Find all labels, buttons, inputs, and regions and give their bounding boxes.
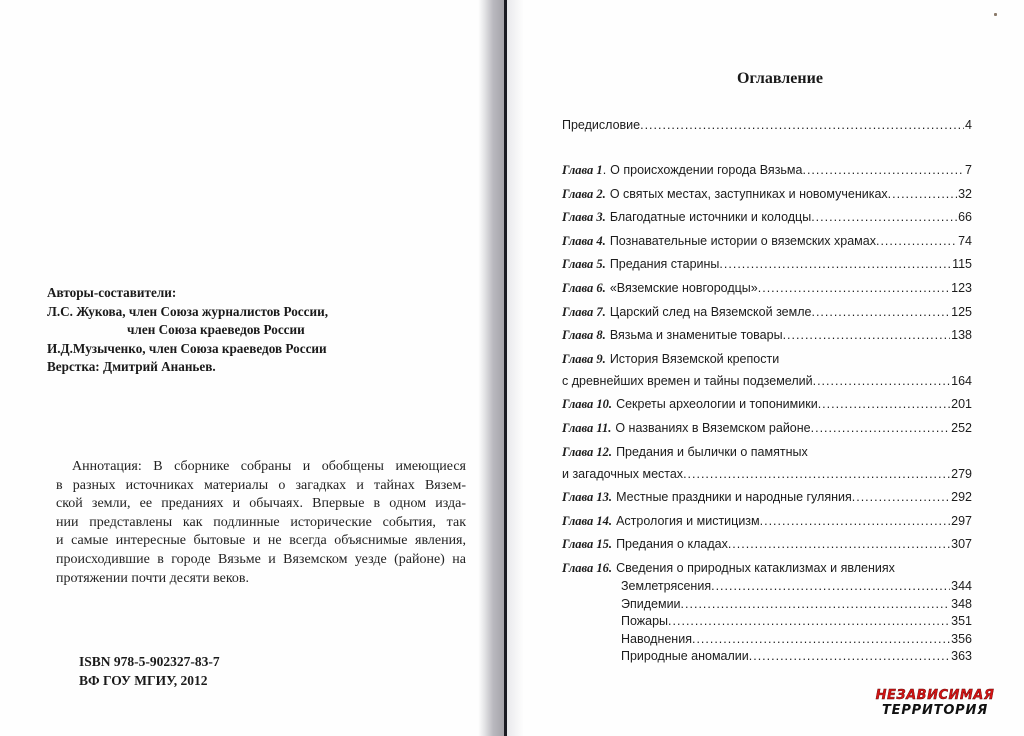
toc-entry-title: Местные праздники и народные гуляния: [616, 490, 852, 505]
toc-page-number: 7: [965, 163, 972, 177]
toc-entry-title: Эпидемии: [621, 596, 681, 611]
dot-leader: [811, 421, 951, 435]
toc-entry-title: Вязьма и знаменитые товары: [609, 328, 783, 343]
toc-page-number: 297: [951, 513, 972, 528]
toc-entry-title: Сведения о природных катаклизмах и явлениях: [616, 561, 895, 575]
dot-leader: [888, 187, 957, 201]
dot-leader: [719, 257, 951, 271]
dot-leader: [683, 467, 950, 481]
credits-line: член Союза краеведов России: [127, 322, 305, 337]
toc-page-number: 344: [951, 579, 972, 593]
isbn-number: ISBN 978-5-902327-83-7: [79, 654, 220, 669]
toc-entry-continuation: [562, 374, 972, 392]
toc-entry-chapter: [562, 397, 972, 415]
toc-entry-title: Предания старины: [609, 257, 720, 272]
chapter-label: Глава 9.: [562, 351, 606, 366]
authors-credits: [47, 284, 387, 377]
dot-leader: [760, 514, 951, 528]
toc-entry-chapter: [562, 490, 972, 508]
toc-page-number: 115: [952, 257, 972, 272]
annotation-line: происходившие в городе Вязьме и Вяземском уезде (районе) на: [56, 551, 466, 567]
toc-entry-title: Познавательные истории о вяземских храмах: [609, 233, 876, 248]
toc-page-number: 74: [958, 233, 972, 248]
toc-entry-title: О названиях в Вяземском районе: [615, 421, 811, 435]
dot-leader: [758, 281, 950, 295]
annotation-line: протяжении почти десяти веков.: [56, 570, 250, 586]
chapter-label: Глава 16.: [562, 561, 613, 575]
publisher-year: ВФ ГОУ МГИУ, 2012: [79, 673, 208, 688]
toc-page-number: 292: [951, 490, 972, 505]
toc-entry-chapter: [562, 352, 779, 370]
toc-entry-chapter: [562, 234, 972, 252]
credits-line: И.Д.Музыченко, член Союза краеведов России: [47, 340, 327, 356]
toc-entry-chapter: [562, 163, 972, 181]
toc-page-number: 356: [951, 631, 972, 646]
toc-page-number: 32: [958, 186, 972, 201]
toc-entry-chapter: [562, 305, 972, 323]
toc-entry-title: Наводнения: [621, 631, 692, 646]
dot-leader: [876, 234, 957, 248]
toc-page-number: 66: [958, 210, 972, 225]
chapter-label: Глава 4.: [562, 233, 606, 248]
dot-leader: [692, 632, 950, 646]
toc-entry-title: и загадочных местах: [562, 466, 684, 481]
chapter-label: Глава 5.: [562, 257, 606, 272]
toc-entry-chapter: [562, 257, 972, 275]
annotation-line: нии представлены как подлинные исторические события, так: [56, 514, 466, 530]
chapter-label: Глава 3.: [562, 210, 606, 225]
toc-page-number: 307: [951, 537, 972, 552]
toc-entry-chapter: [562, 187, 972, 205]
annotation-line: и самые интересные бытовые и не всегда объяснимые явления,: [56, 533, 466, 549]
toc-subsection: [621, 632, 972, 650]
toc-entry-chapter: [562, 445, 808, 463]
chapter-label: Глава 7.: [562, 304, 606, 319]
toc-entry-title: Предания о кладах: [616, 537, 728, 552]
toc-page-number: 351: [951, 614, 972, 628]
chapter-label: Глава 12.: [562, 444, 613, 459]
toc-page-number: 138: [951, 328, 972, 343]
toc-subsection: [621, 649, 972, 667]
toc-entry-chapter: [562, 514, 972, 532]
toc-entry-chapter: [562, 210, 972, 228]
dot-leader: [749, 649, 950, 663]
dot-leader: [811, 210, 957, 224]
gutter-fade: [507, 0, 523, 736]
toc-page-number: 164: [951, 373, 972, 388]
toc-entry-title: Пожары: [621, 614, 669, 628]
dot-leader: [783, 328, 951, 342]
toc-entry-chapter: [562, 281, 972, 299]
chapter-label: Глава 14.: [562, 513, 613, 528]
dot-leader: [811, 305, 950, 319]
toc-entry-chapter: [562, 537, 972, 555]
chapter-label: Глава 10.: [562, 397, 613, 412]
left-page: [0, 0, 490, 736]
toc-page-number: 348: [951, 596, 972, 611]
dot-leader: [852, 490, 950, 504]
toc-entry-title: Секреты археологии и топонимики: [616, 397, 818, 412]
toc-title: Оглавление: [737, 70, 823, 87]
toc-page-number: 363: [951, 649, 972, 663]
toc-entry-chapter: [562, 421, 972, 439]
chapter-label-separator: .: [602, 163, 607, 177]
toc-page-number: 4: [965, 118, 972, 132]
chapter-label: Глава 11.: [562, 421, 612, 435]
annotation-paragraph: [56, 458, 466, 588]
toc-entry-preface: [562, 118, 972, 136]
dot-leader: [818, 397, 950, 411]
annotation-line: в разных источниках материалы о загадках и тайнах Вязем-: [56, 477, 466, 493]
toc-entry-chapter: [562, 328, 972, 346]
toc-entry-title: О святых местах, заступниках и новомучениках: [609, 186, 888, 201]
dot-leader: [640, 118, 964, 132]
toc-entry-title: Природные аномалии: [621, 649, 749, 663]
watermark-line1: НЕЗАВИСИМАЯ: [875, 688, 995, 703]
toc-entry-continuation: [562, 467, 972, 485]
scan-speck: [994, 13, 997, 16]
credits-line: Л.С. Жукова, член Союза журналистов России,: [47, 303, 328, 319]
toc-subsection: [621, 597, 972, 615]
chapter-label: Глава 13.: [562, 490, 613, 505]
toc-entry-title: «Вяземские новгородцы»: [609, 281, 758, 295]
chapter-label: Глава 15.: [562, 537, 613, 552]
dot-leader: [813, 374, 951, 388]
imprint: [79, 652, 220, 690]
toc-entry-title: Благодатные источники и колодцы: [609, 210, 812, 225]
toc-entry-title: Предисловие: [562, 118, 641, 132]
dot-leader: [802, 163, 964, 177]
toc-entry-chapter: [562, 561, 895, 579]
toc-entry-title: Астрология и мистицизм: [616, 513, 760, 528]
toc-page-number: 279: [951, 466, 972, 481]
toc-subsection: [621, 579, 972, 597]
dot-leader: [728, 537, 950, 551]
toc-entry-title: История Вяземской крепости: [609, 351, 780, 366]
chapter-label: Глава 6.: [562, 281, 606, 295]
toc-page-number: 252: [951, 421, 972, 435]
annotation-line: Аннотация: В сборнике собраны и обобщены имеющиеся: [72, 459, 466, 474]
dot-leader: [681, 597, 951, 611]
toc-entry-title: с древнейших времен и тайны подземелий: [562, 373, 813, 388]
toc-entry-title: Землетрясения: [621, 579, 712, 593]
toc-page-number: 201: [951, 397, 972, 412]
credits-line: Верстка: Дмитрий Ананьев.: [47, 359, 216, 374]
credits-heading: Авторы-составители:: [47, 285, 177, 300]
dot-leader: [711, 579, 950, 593]
watermark-line2: ТЕРРИТОРИЯ: [881, 703, 989, 718]
chapter-label: Глава 1: [562, 163, 603, 177]
chapter-label: Глава 8.: [562, 328, 606, 343]
watermark-logo: [865, 688, 1005, 726]
toc-entry-title: Предания и былички о памятных: [616, 444, 808, 459]
chapter-label: Глава 2.: [562, 186, 606, 201]
toc-entry-title: Царский след на Вяземской земле: [609, 304, 812, 319]
annotation-line: ской земли, ее преданиях и обычаях. Впервые в одном изда-: [56, 496, 466, 512]
dot-leader: [668, 614, 950, 628]
toc-subsection: [621, 614, 972, 632]
toc-page-number: 123: [951, 281, 972, 295]
toc-entry-title: О происхождении города Вязьма: [610, 163, 803, 177]
toc-page-number: 125: [951, 304, 972, 319]
